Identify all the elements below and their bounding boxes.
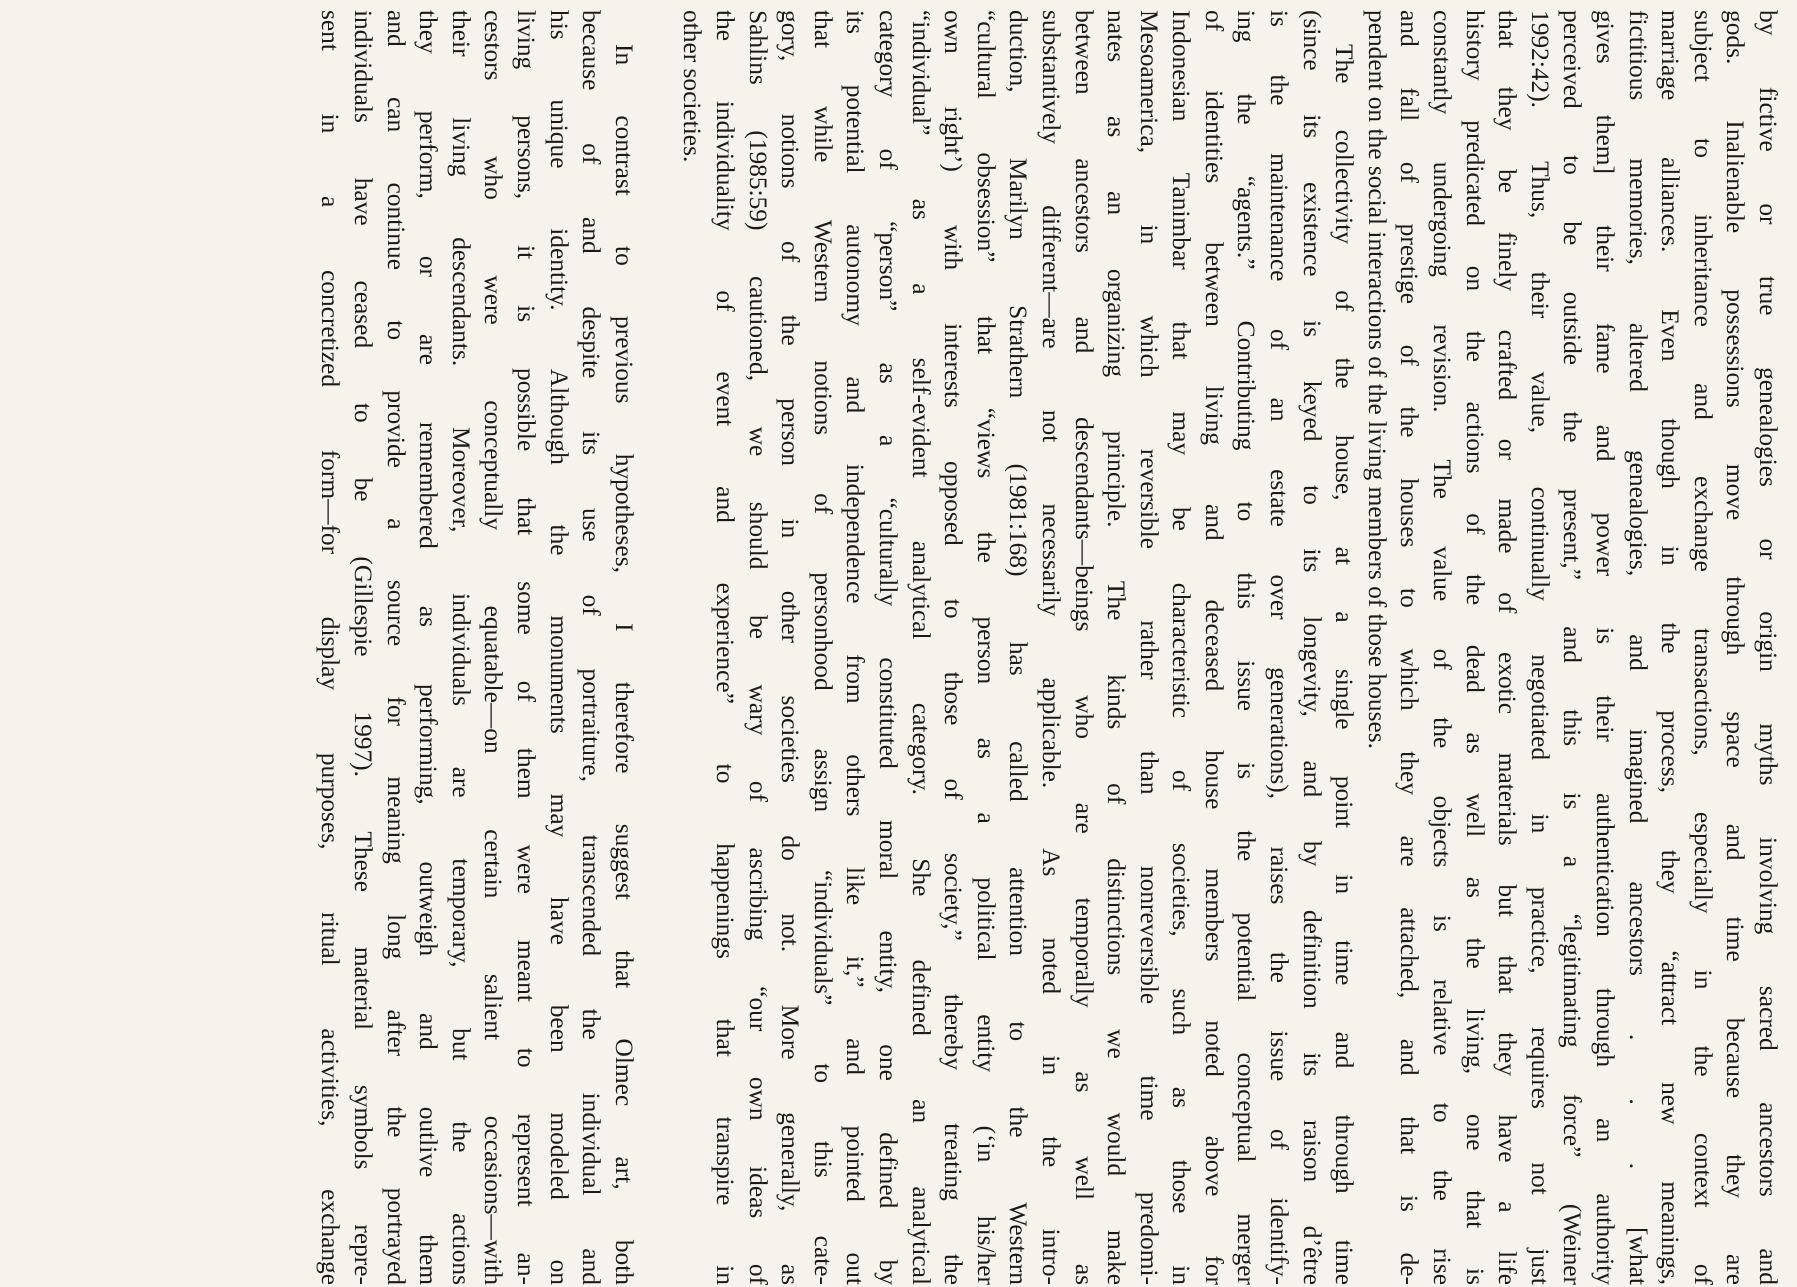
text-line: and fall of prestige of the houses to which they are attached, and that is de-: [1395, 10, 1424, 1285]
text-line: is the maintenance of an estate over generations), raises the issue of identify-: [1265, 10, 1294, 1285]
text-line: “individual” as a self-evident analytical category. She defined an analytical: [906, 10, 935, 1285]
text-line: of identities between living and deceased house members noted above for: [1199, 10, 1228, 1285]
text-line: sent in a concretized form—for display purposes, ritual activities, exchange: [316, 10, 345, 1285]
text-line: that while Western notions of personhood assign “individuals” to this cate-: [808, 10, 837, 1285]
text-line: (since its existence is keyed to its longevity, and by definition its raison d’être: [1297, 10, 1326, 1285]
text-line: category of “person” as a “culturally constituted moral entity, one defined by: [873, 10, 902, 1285]
text-line: pendent on the social interactions of the living members of those houses.: [1362, 10, 1391, 749]
text-line: individuals have ceased to be (Gillespie 1997). These material symbols repre-: [349, 10, 378, 1285]
text-line: gives them] their fame and power is their authentication through an authority: [1591, 10, 1620, 1285]
text-line: other societies.: [678, 10, 707, 163]
text-line: because of and despite its use of portraiture, transcended the individual and: [577, 10, 606, 1285]
text-line: between ancestors and descendants—beings who are temporally as well as: [1069, 10, 1098, 1285]
text-line: by fictive or true genealogies or origin myths involving sacred ancestors and: [1754, 10, 1782, 1285]
text-line: that they be finely crafted or made of exotic materials but that they have a life: [1493, 10, 1522, 1285]
text-line: gods. Inalienable possessions move through space and time because they are: [1721, 10, 1750, 1285]
text-line: his unique identity. Although the monuments may have been modeled on: [544, 10, 573, 1285]
text-line: fictitious memories, altered genealogies, and imagined ancestors . . . [what: [1623, 10, 1652, 1285]
text-line: constantly undergoing revision. The value of the objects is relative to the rise: [1428, 10, 1457, 1285]
text-line: own right’) with interests opposed to those of society,” thereby treating the: [939, 10, 968, 1285]
text-line: marriage alliances. Even though in the process, they “attract new meanings,: [1656, 10, 1685, 1285]
text-line: gory, notions of the person in other societies do not. More generally, as: [776, 10, 805, 1285]
text-line: they perform, or are remembered as performing, outweigh and outlive them: [414, 10, 443, 1285]
paragraph-1: [1360, 10, 1784, 1285]
text-line: duction, Marilyn Strathern (1981:168) has called attention to the Western: [1004, 10, 1033, 1285]
text-line: living persons, it is possible that some of them were meant to represent an-: [512, 10, 541, 1285]
paragraph-3: [314, 10, 640, 1285]
text-line: 1992:42). Thus, their value, continually negotiated in practice, requires not just: [1525, 10, 1554, 1285]
text-line: Mesoamerica, in which reversible rather than nonreversible time predomi-: [1134, 10, 1163, 1285]
text-line: perceived to be outside the present,” and this is a “legitimating force” (Weiner: [1558, 10, 1587, 1285]
text-line: substantively different—are not necessarily applicable. As noted in the intro-: [1036, 10, 1065, 1285]
text-line: In contrast to previous hypotheses, I therefore suggest that Olmec art, both: [609, 44, 638, 1285]
body-text: [314, 10, 1784, 1285]
text-line: subject to inheritance and exchange transactions, especially in the context of: [1688, 10, 1717, 1285]
paragraph-2: [676, 10, 1360, 1285]
text-line: history predicated on the actions of the dead as well as the living, one that is: [1460, 10, 1489, 1285]
text-line: the individuality of event and experience” to happenings that transpire in: [711, 10, 739, 1285]
text-line: ing the “agents.” Contributing to this issue is the potential conceptual merger: [1232, 10, 1261, 1285]
text-line: cestors who were conceptually equatable—on certain salient occasions—with: [479, 10, 508, 1285]
text-line: Sahlins (1985:59) cautioned, we should be wary of ascribing “our own ideas of: [743, 10, 772, 1285]
text-line: and can continue to provide a source for meaning long after the portrayed: [381, 10, 410, 1285]
text-line: their living descendants. Moreover, individuals are temporary, but the actions: [446, 10, 475, 1285]
text-line: nates as an organizing principle. The kinds of distinctions we would make: [1102, 10, 1131, 1285]
text-line: “cultural obsession” that “views the person as a political entity (‘in his/her: [971, 10, 1000, 1285]
paragraph-spacer: [640, 10, 676, 1285]
text-line: its potential autonomy and independence from others like it,” and pointed out: [841, 10, 870, 1285]
text-line: The collectivity of the house, at a single point in time and through time: [1330, 44, 1359, 1285]
text-line: Indonesian Tanimbar that may be characteristic of societies, such as those in: [1167, 10, 1196, 1285]
